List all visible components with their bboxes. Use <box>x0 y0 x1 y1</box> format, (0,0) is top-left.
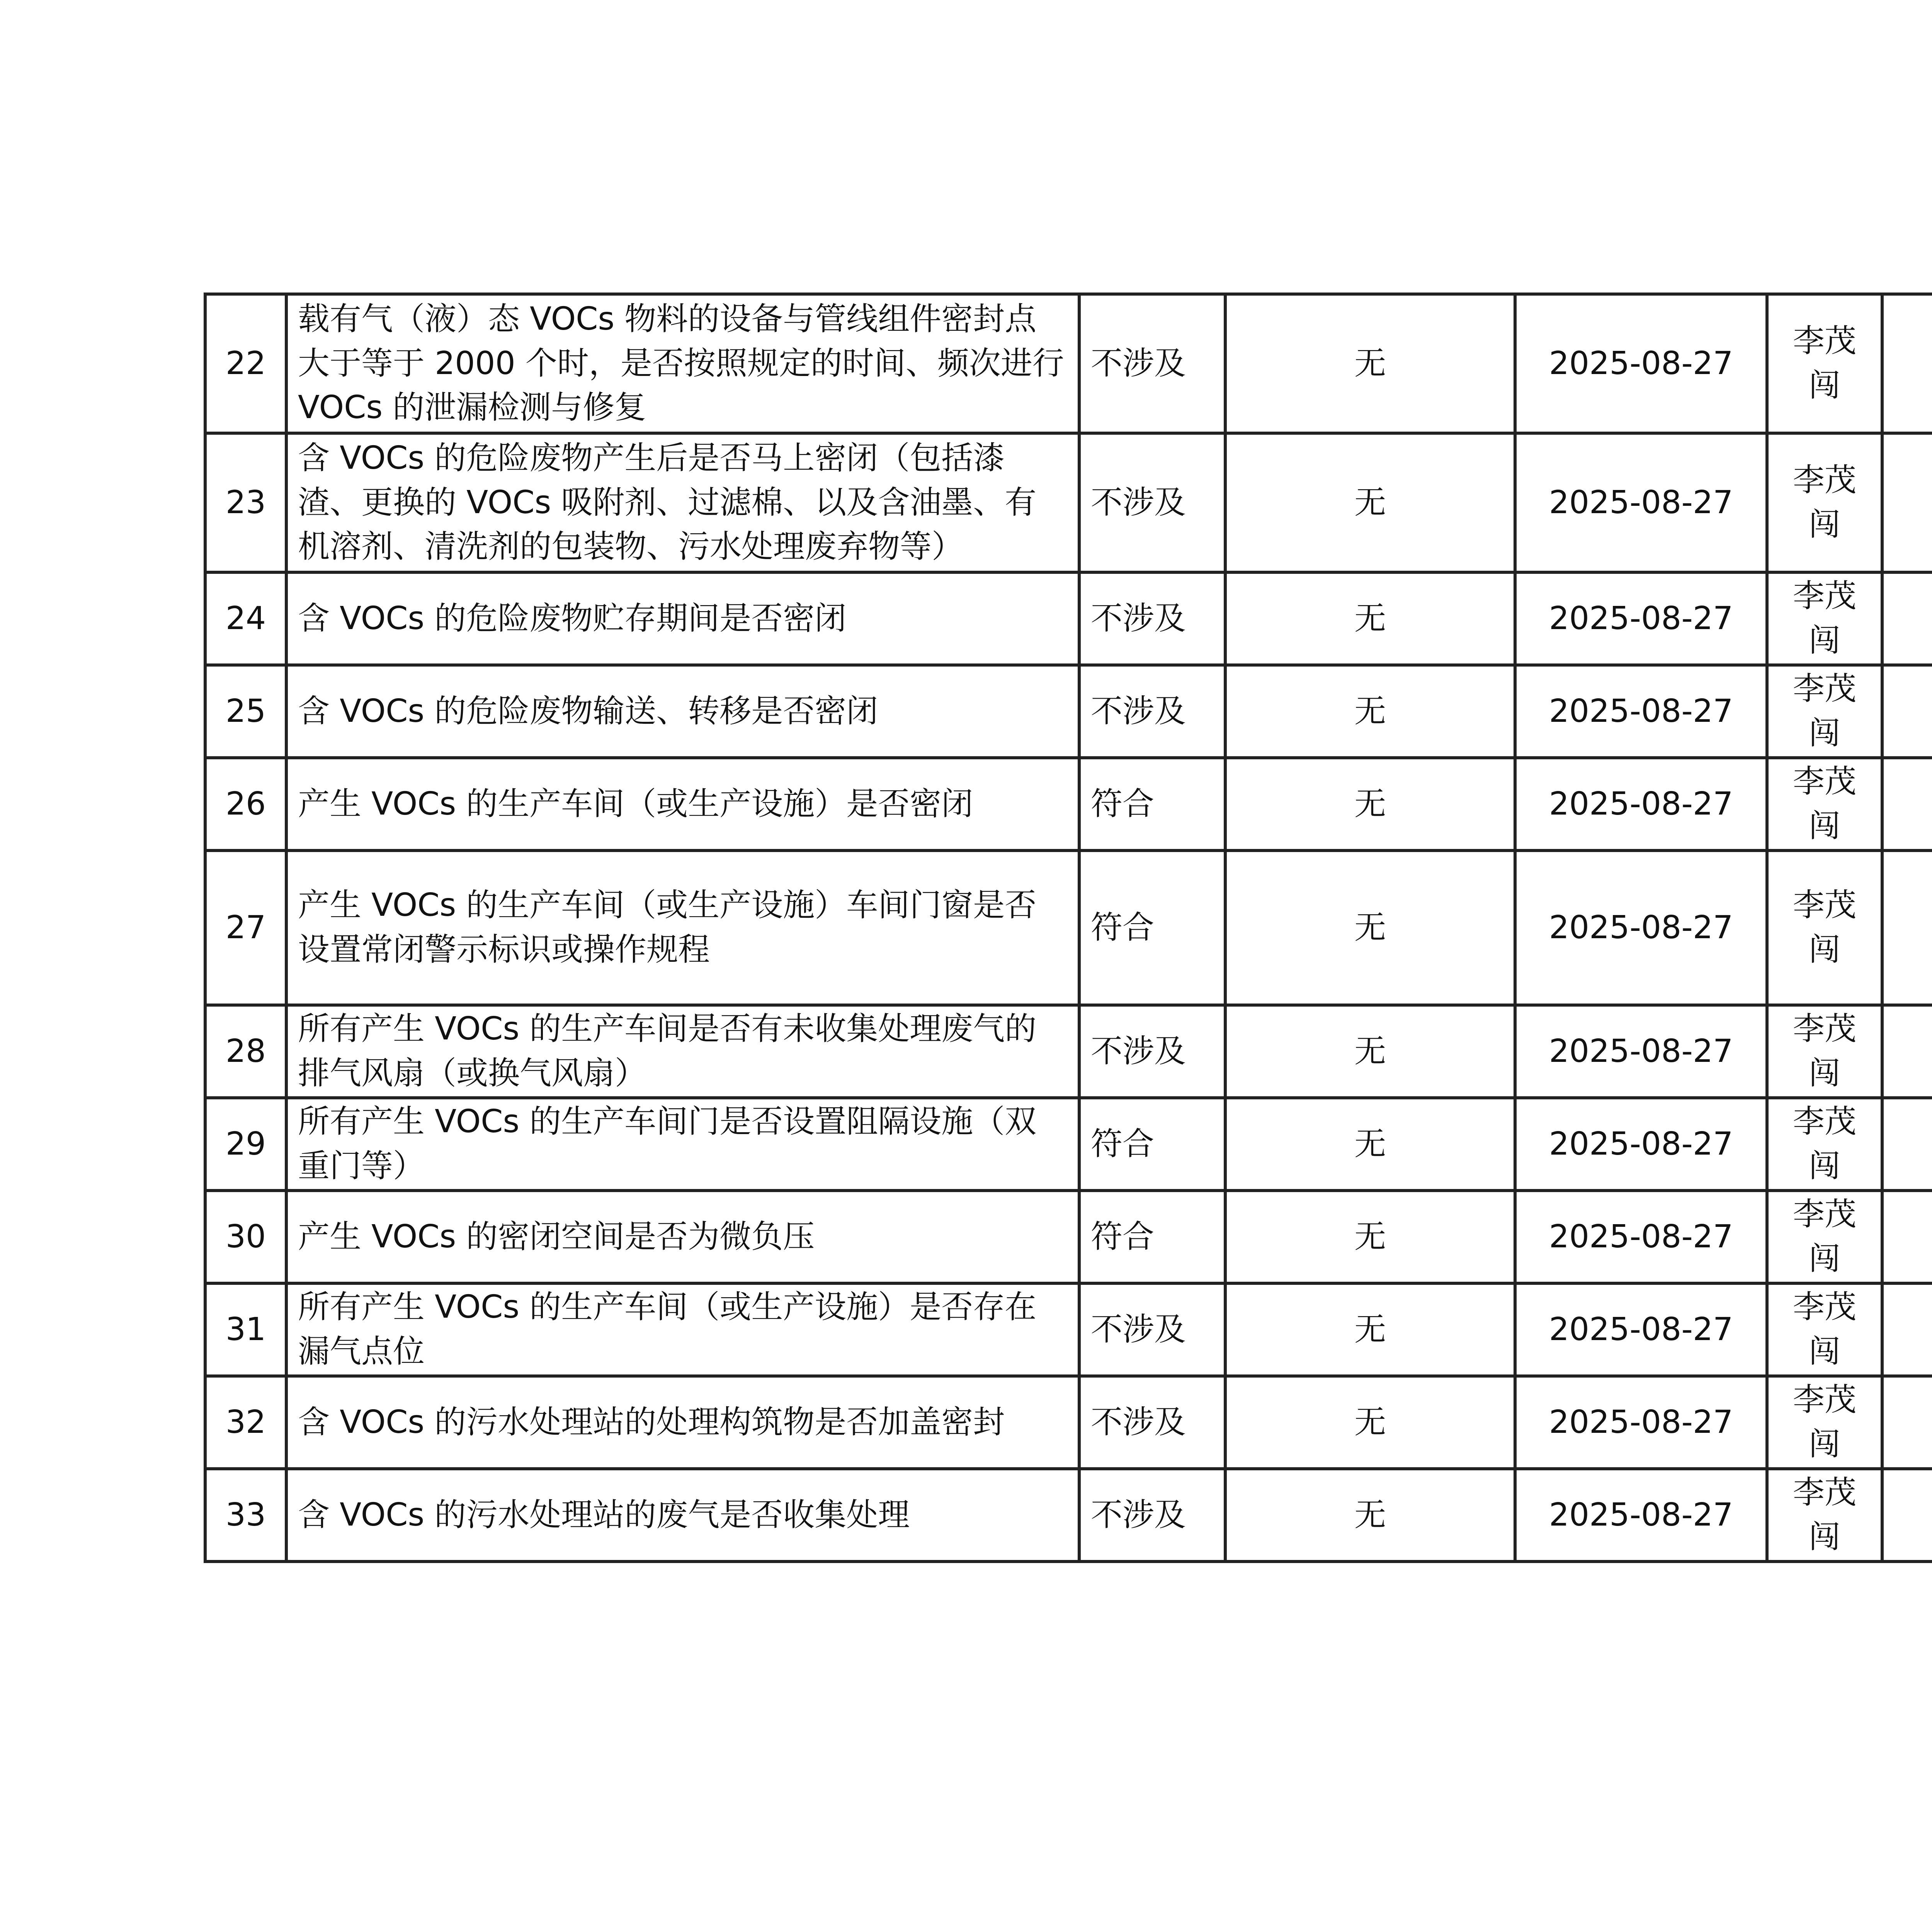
compliance-status-cell: 不涉及 <box>1079 1283 1225 1376</box>
check-item-cell: 所有产生 VOCs 的生产车间门是否设置阻隔设施（双重门等） <box>286 1098 1079 1191</box>
empty-cell <box>1882 433 1932 572</box>
compliance-status-cell: 符合 <box>1079 758 1225 850</box>
table-row <box>205 1005 1932 1098</box>
compliance-status-cell: 符合 <box>1079 1191 1225 1283</box>
issue-cell: 无 <box>1225 1191 1515 1283</box>
inspector-cell: 李茂闯 <box>1767 1469 1882 1561</box>
check-item-cell: 产生 VOCs 的生产车间（或生产设施）车间门窗是否设置常闭警示标识或操作规程 <box>286 850 1079 1005</box>
check-date-cell: 2025-08-27 <box>1515 850 1767 1005</box>
compliance-status-cell: 不涉及 <box>1079 572 1225 665</box>
check-item-cell: 含 VOCs 的危险废物输送、转移是否密闭 <box>286 665 1079 758</box>
table-row <box>205 665 1932 758</box>
check-item-cell: 含 VOCs 的污水处理站的废气是否收集处理 <box>286 1469 1079 1561</box>
row-number-cell: 23 <box>205 433 286 572</box>
issue-cell: 无 <box>1225 433 1515 572</box>
issue-cell: 无 <box>1225 1098 1515 1191</box>
empty-cell <box>1882 665 1932 758</box>
row-number-cell: 28 <box>205 1005 286 1098</box>
empty-cell <box>1882 1191 1932 1283</box>
check-date-cell: 2025-08-27 <box>1515 1469 1767 1561</box>
table-row <box>205 1469 1932 1561</box>
table-row <box>205 1376 1932 1469</box>
check-item-cell: 产生 VOCs 的生产车间（或生产设施）是否密闭 <box>286 758 1079 850</box>
check-item-cell: 产生 VOCs 的密闭空间是否为微负压 <box>286 1191 1079 1283</box>
table-row <box>205 1191 1932 1283</box>
empty-cell <box>1882 1283 1932 1376</box>
inspector-cell: 李茂闯 <box>1767 1098 1882 1191</box>
empty-cell <box>1882 572 1932 665</box>
table-row <box>205 294 1932 433</box>
inspector-cell: 李茂闯 <box>1767 758 1882 850</box>
compliance-status-cell: 符合 <box>1079 1098 1225 1191</box>
table-row <box>205 850 1932 1005</box>
inspection-table-body <box>205 294 1932 1561</box>
compliance-status-cell: 不涉及 <box>1079 433 1225 572</box>
table-row <box>205 1098 1932 1191</box>
check-date-cell: 2025-08-27 <box>1515 665 1767 758</box>
inspection-table <box>204 293 1932 1563</box>
compliance-status-cell: 不涉及 <box>1079 1469 1225 1561</box>
row-number-cell: 22 <box>205 294 286 433</box>
issue-cell: 无 <box>1225 572 1515 665</box>
check-date-cell: 2025-08-27 <box>1515 1098 1767 1191</box>
empty-cell <box>1882 1469 1932 1561</box>
compliance-status-cell: 符合 <box>1079 850 1225 1005</box>
issue-cell: 无 <box>1225 850 1515 1005</box>
row-number-cell: 24 <box>205 572 286 665</box>
compliance-status-cell: 不涉及 <box>1079 1005 1225 1098</box>
compliance-status-cell: 不涉及 <box>1079 294 1225 433</box>
check-item-cell: 所有产生 VOCs 的生产车间（或生产设施）是否存在漏气点位 <box>286 1283 1079 1376</box>
empty-cell <box>1882 294 1932 433</box>
check-date-cell: 2025-08-27 <box>1515 572 1767 665</box>
check-date-cell: 2025-08-27 <box>1515 758 1767 850</box>
inspector-cell: 李茂闯 <box>1767 665 1882 758</box>
row-number-cell: 25 <box>205 665 286 758</box>
check-item-cell: 含 VOCs 的污水处理站的处理构筑物是否加盖密封 <box>286 1376 1079 1469</box>
check-item-cell: 载有气（液）态 VOCs 物料的设备与管线组件密封点大于等于 2000 个时，是否按照规定的时间、频次进行 VOCs 的泄漏检测与修复 <box>286 294 1079 433</box>
empty-cell <box>1882 758 1932 850</box>
issue-cell: 无 <box>1225 294 1515 433</box>
empty-cell <box>1882 1098 1932 1191</box>
table-row <box>205 433 1932 572</box>
row-number-cell: 32 <box>205 1376 286 1469</box>
check-date-cell: 2025-08-27 <box>1515 1191 1767 1283</box>
inspector-cell: 李茂闯 <box>1767 850 1882 1005</box>
check-date-cell: 2025-08-27 <box>1515 1376 1767 1469</box>
issue-cell: 无 <box>1225 1005 1515 1098</box>
row-number-cell: 33 <box>205 1469 286 1561</box>
row-number-cell: 30 <box>205 1191 286 1283</box>
table-row <box>205 758 1932 850</box>
inspector-cell: 李茂闯 <box>1767 1376 1882 1469</box>
check-item-cell: 含 VOCs 的危险废物贮存期间是否密闭 <box>286 572 1079 665</box>
inspector-cell: 李茂闯 <box>1767 294 1882 433</box>
check-date-cell: 2025-08-27 <box>1515 1283 1767 1376</box>
row-number-cell: 29 <box>205 1098 286 1191</box>
row-number-cell: 26 <box>205 758 286 850</box>
check-date-cell: 2025-08-27 <box>1515 1005 1767 1098</box>
issue-cell: 无 <box>1225 758 1515 850</box>
check-item-cell: 所有产生 VOCs 的生产车间是否有未收集处理废气的排气风扇（或换气风扇） <box>286 1005 1079 1098</box>
table-row <box>205 572 1932 665</box>
empty-cell <box>1882 1005 1932 1098</box>
check-item-cell: 含 VOCs 的危险废物产生后是否马上密闭（包括漆渣、更换的 VOCs 吸附剂、过滤棉、以及含油墨、有机溶剂、清洗剂的包装物、污水处理废弃物等） <box>286 433 1079 572</box>
check-date-cell: 2025-08-27 <box>1515 433 1767 572</box>
row-number-cell: 27 <box>205 850 286 1005</box>
inspector-cell: 李茂闯 <box>1767 572 1882 665</box>
empty-cell <box>1882 850 1932 1005</box>
issue-cell: 无 <box>1225 1469 1515 1561</box>
issue-cell: 无 <box>1225 1376 1515 1469</box>
inspector-cell: 李茂闯 <box>1767 1191 1882 1283</box>
compliance-status-cell: 不涉及 <box>1079 1376 1225 1469</box>
inspector-cell: 李茂闯 <box>1767 433 1882 572</box>
table-row <box>205 1283 1932 1376</box>
issue-cell: 无 <box>1225 1283 1515 1376</box>
compliance-status-cell: 不涉及 <box>1079 665 1225 758</box>
issue-cell: 无 <box>1225 665 1515 758</box>
inspector-cell: 李茂闯 <box>1767 1005 1882 1098</box>
inspector-cell: 李茂闯 <box>1767 1283 1882 1376</box>
check-date-cell: 2025-08-27 <box>1515 294 1767 433</box>
empty-cell <box>1882 1376 1932 1469</box>
row-number-cell: 31 <box>205 1283 286 1376</box>
